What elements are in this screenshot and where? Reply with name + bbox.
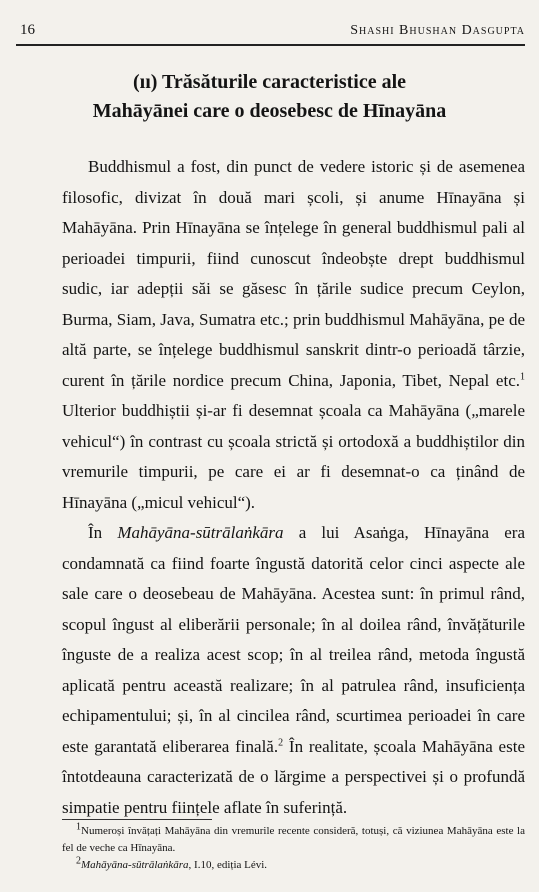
section-heading-line-1: (ıı) Trăsăturile caracteristice ale	[132, 71, 407, 93]
paragraph-2-title: Mahāyāna-sūtrālaṅkāra	[117, 523, 284, 542]
page-header	[20, 22, 525, 39]
footnote-1-mark: 1	[76, 821, 81, 833]
paragraph-2-text-c: În realitate, școala Mahāyāna este întotdeauna caracterizată de o lărgime a perspectivei și o profundă simpatie pentru ființele aflate în suferință.	[62, 736, 525, 817]
section-heading-line-2: Mahāyānei care o deosebesc de Hīnayāna	[92, 100, 447, 122]
footnote-2	[62, 857, 525, 874]
body-text	[62, 152, 525, 823]
paragraph-2-text-b: a lui Asaṅga, Hīnayāna era condamnată ca fiind foarte îngustă datorită celor cinci aspecte ale sale care o deosebeau de Mahāyāna. Acestea sunt: în primul rând, scopul îngust al eliberării personale; în al doilea rând, învățăturile înguste de a realiza acest scop; în al treilea rând, metoda îngustă aplicată pentru această realizare; în al patrulea rând, insuficiența echipamentului; și, în al cincilea rând, scurtimea perioadei în care este garantată eliberarea finală.	[62, 523, 525, 756]
footnote-rule	[62, 819, 212, 820]
footnote-ref-1[interactable]: 1	[520, 370, 525, 382]
paragraph-2	[62, 518, 525, 823]
running-head: Shashi Bhushan Dasgupta	[350, 23, 525, 38]
footnote-2-text: , I.10, ediția Lévi.	[188, 859, 268, 871]
footnote-2-title: Mahāyāna-sūtrālaṅkāra	[81, 859, 189, 871]
paragraph-1	[62, 152, 525, 518]
paragraph-2-text-a: În	[88, 523, 118, 542]
footnote-1	[62, 823, 525, 857]
footnote-ref-2[interactable]: 2	[278, 736, 284, 748]
paragraph-1-text-b: Ulterior buddhiștii și-ar fi desemnat școala ca Mahāyāna („marele vehicul“) în contrast cu școala strictă și ortodoxă a buddhiștilor din vremurile timpurii, pe care ei ar fi desemnat-o ca ținând de Hīnayāna („micul vehicul“).	[62, 401, 525, 512]
paragraph-1-text-a: Buddhismul a fost, din punct de vedere istoric și de asemenea filosofic, divizat în două mari școli, și anume Hīnayāna și Mahāyāna. Prin Hīnayāna se înțelege în general buddhismul pali al perioadei timpurii, fiind cunoscut îndeobște drept buddhismul sudic, iar adepții săi se găsesc în țările sudice precum Ceylon, Burma, Siam, Java, Sumatra etc.; prin buddhismul Mahāyāna, pe de altă parte, se înțelege buddhismul sanskrit dintr-o perioadă târzie, curent în țările nordice precum China, Japonia, Tibet, Nepal etc.	[62, 157, 525, 390]
header-rule	[16, 44, 525, 46]
footnote-2-mark: 2	[76, 855, 81, 867]
page-number: 16	[20, 22, 35, 38]
footnote-1-text: Numeroși învățați Mahāyāna din vremurile recente consideră, totuși, că viziunea Mahāyāna este la fel de veche ca Hīnayāna.	[62, 825, 525, 854]
section-heading	[40, 68, 499, 126]
footnotes	[62, 823, 525, 874]
